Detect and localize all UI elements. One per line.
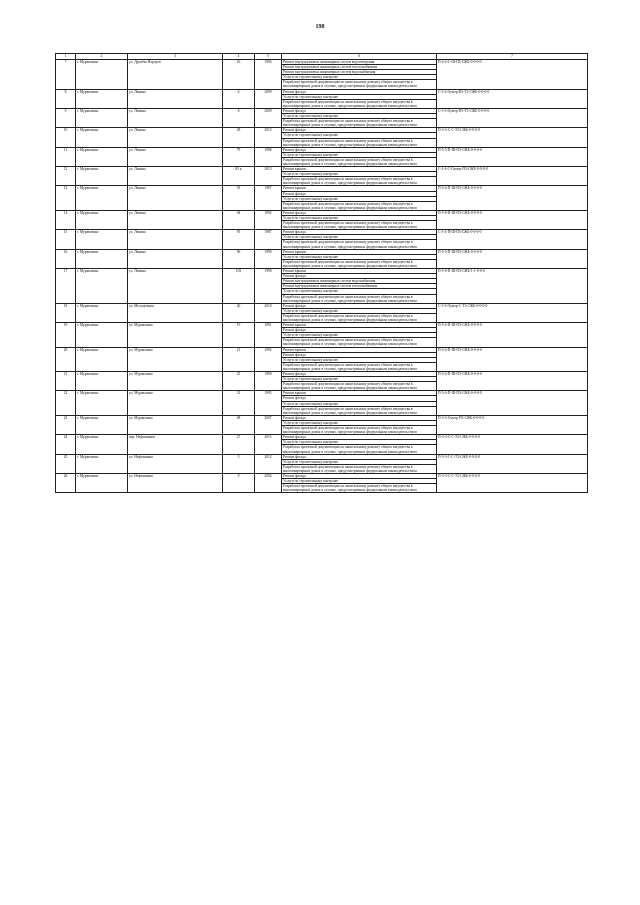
year-cell: 1990 xyxy=(255,372,282,391)
house-cell: 8 xyxy=(223,108,255,127)
work-type-cell: Ремонт фасада xyxy=(282,191,437,196)
city-cell: г. Муравленко xyxy=(76,147,128,166)
building-code-cell: П-3-3-С-С-Т3-СЖБ-0-0-0-0 xyxy=(437,128,588,147)
work-type-cell: Ремонт крыши xyxy=(282,391,437,396)
street-cell: ул. Ленина xyxy=(128,167,223,186)
building-code-cell: П-5-4-П-Ш-П3-СЖБ-0-0-0-0 xyxy=(437,186,588,210)
year-cell: 2009 xyxy=(255,89,282,108)
work-type-cell: Услуги по строительному контролю xyxy=(282,440,437,445)
work-type-cell: Услуги по строительному контролю xyxy=(282,357,437,362)
row-number: 12 xyxy=(56,167,76,186)
city-cell: г. Муравленко xyxy=(76,372,128,391)
row-number: 10 xyxy=(56,128,76,147)
column-header: 1 xyxy=(56,54,76,60)
work-type-cell: Ремонт внутридомовых инженерных систем водоотведения xyxy=(282,60,437,65)
work-type-cell: Услуги по строительному контролю xyxy=(282,94,437,99)
work-type-cell: Разработка проектной документации по капитальному ремонту общего имущества в многоквартирных домах в случаях, предусмотренных федеральным законодательством xyxy=(282,426,437,435)
year-cell: 2015 xyxy=(255,128,282,147)
work-type-cell: Разработка проектной документации по капитальному ремонту общего имущества в многоквартирных домах в случаях, предусмотренных федеральным законодательством xyxy=(282,362,437,371)
year-cell: 1988 xyxy=(255,147,282,166)
work-type-cell: Услуги по строительному контролю xyxy=(282,377,437,382)
work-type-cell: Разработка проектной документации по капитальному ремонту общего имущества в многоквартирных домах в случаях, предусмотренных федеральным законодательством xyxy=(282,338,437,347)
city-cell: г. Муравленко xyxy=(76,89,128,108)
work-type-cell: Ремонт фасада xyxy=(282,128,437,133)
city-cell: г. Муравленко xyxy=(76,303,128,322)
street-cell: ул. Муравленко xyxy=(128,347,223,371)
work-type-cell: Ремонт крыши xyxy=(282,323,437,328)
street-cell: ул. Ленина xyxy=(128,249,223,268)
work-type-cell: Услуги по строительному контролю xyxy=(282,333,437,338)
house-cell: 5 xyxy=(223,454,255,473)
house-cell: 28 xyxy=(223,128,255,147)
column-header: 7 xyxy=(437,54,588,60)
building-code-cell: С-3-3-Оумтр-С-Т3-СЖБ-0-0-0-0 xyxy=(437,303,588,322)
work-type-cell: Разработка проектной документации по капитальному ремонту общего имущества в многоквартирных домах в случаях, предусмотренных федеральным законодательством xyxy=(282,157,437,166)
city-cell: г. Муравленко xyxy=(76,347,128,371)
work-type-cell: Ремонт крыши xyxy=(282,249,437,254)
year-cell: 1987 xyxy=(255,230,282,249)
building-code-cell: С-4-4-С-Оумтр-П3-СЖБ-0-0-0-0 xyxy=(437,167,588,186)
work-type-cell: Услуги по строительному контролю xyxy=(282,196,437,201)
work-type-cell: Разработка проектной документации по капитальному ремонту общего имущества в многоквартирных домах в случаях, предусмотренных федеральным законодательством xyxy=(282,259,437,268)
building-code-cell: П-5-4-П-Ш-П3-СЖБ-0-0-0-0 xyxy=(437,372,588,391)
row-number: 19 xyxy=(56,323,76,347)
year-cell: 1992 xyxy=(255,210,282,229)
building-code-cell: С-5-4-П-Ш-П3-СЖБ-0-0-0-0 xyxy=(437,230,588,249)
work-type-cell: Ремонт фасада xyxy=(282,108,437,113)
building-code-cell: П-3-3-С-С-Т3-СЖБ-0-0-0-0 xyxy=(437,454,588,473)
column-header: 6 xyxy=(282,54,437,60)
row-number: 18 xyxy=(56,303,76,322)
work-type-cell: Ремонт внутридомовых инженерных систем теплоснабжения xyxy=(282,65,437,70)
work-type-cell: Услуги по строительному контролю xyxy=(282,172,437,177)
table-body xyxy=(56,60,588,493)
year-cell: 1995 xyxy=(255,391,282,415)
street-cell: ул. Ленина xyxy=(128,186,223,210)
year-cell: 1991 xyxy=(255,323,282,347)
row-number: 23 xyxy=(56,415,76,434)
year-cell: 1994 xyxy=(255,60,282,90)
city-cell: г. Муравленко xyxy=(76,60,128,90)
year-cell: 1990 xyxy=(255,249,282,268)
work-type-cell: Ремонт крыши xyxy=(282,347,437,352)
work-type-cell: Ремонт фасада xyxy=(282,473,437,478)
work-type-cell: Ремонт фасада xyxy=(282,454,437,459)
row-number: 8 xyxy=(56,89,76,108)
building-code-cell: П-5-4-П-Ш-П3-СЖБ-0-0-0-0 xyxy=(437,323,588,347)
work-type-cell: Ремонт фасада xyxy=(282,328,437,333)
capital-repair-table xyxy=(55,53,588,493)
page-number: 198 xyxy=(315,24,325,30)
work-type-cell: Ремонт фасада xyxy=(282,435,437,440)
year-cell: 2009 xyxy=(255,108,282,127)
row-number: 25 xyxy=(56,454,76,473)
building-code-cell: П-5-8-П-Ш-П3-СЖБ-0-0-0-0 xyxy=(437,210,588,229)
building-code-cell: П-5-4-П-Ш-П3-СЖБ-0-0-0-0 xyxy=(437,347,588,371)
work-type-cell: Услуги по строительному контролю xyxy=(282,479,437,484)
row-number: 26 xyxy=(56,473,76,492)
city-cell: г. Муравленко xyxy=(76,167,128,186)
building-code-cell: П-3-3-С-С-Т3-СЖБ-0-0-0-0 xyxy=(437,435,588,454)
street-cell: ул. Ленина xyxy=(128,230,223,249)
work-type-cell: Услуги по строительному контролю xyxy=(282,114,437,119)
work-type-cell: Услуги по строительному контролю xyxy=(282,459,437,464)
city-cell: г. Муравленко xyxy=(76,473,128,492)
work-type-cell: Разработка проектной документации по капитальному ремонту общего имущества в многоквартирных домах в случаях, предусмотренных федеральным законодательством xyxy=(282,201,437,210)
work-type-cell: Ремонт фасада xyxy=(282,147,437,152)
house-cell: 48 xyxy=(223,415,255,434)
street-cell: ул. Муравленко xyxy=(128,415,223,434)
work-type-cell: Ремонт фасада xyxy=(282,303,437,308)
street-cell: ул. Ленина xyxy=(128,128,223,147)
work-type-cell: Услуги по строительному контролю xyxy=(282,133,437,138)
row-number: 17 xyxy=(56,269,76,304)
row-number: 16 xyxy=(56,249,76,268)
work-type-cell: Разработка проектной документации по капитальному ремонту общего имущества в многоквартирных домах в случаях, предусмотренных федеральным законодательством xyxy=(282,177,437,186)
house-cell: 25 xyxy=(223,372,255,391)
work-type-cell: Ремонт фасада xyxy=(282,274,437,279)
work-type-cell: Услуги по строительному контролю xyxy=(282,235,437,240)
building-code-cell: П-3-3-С-С-Т3-СЖБ-0-0-0-0 xyxy=(437,473,588,492)
year-cell: 1987 xyxy=(255,186,282,210)
row-number: 14 xyxy=(56,210,76,229)
row-number: 24 xyxy=(56,435,76,454)
work-type-cell: Разработка проектной документации по капитальному ремонту общего имущества в многоквартирных домах в случаях, предусмотренных федеральным законодательством xyxy=(282,119,437,128)
work-type-cell: Услуги по строительному контролю xyxy=(282,420,437,425)
work-type-cell: Разработка проектной документации по капитальному ремонту общего имущества в многоквартирных домах в случаях, предусмотренных федеральным законодательством xyxy=(282,445,437,454)
work-type-cell: Услуги по строительному контролю xyxy=(282,401,437,406)
row-number: 20 xyxy=(56,347,76,371)
work-type-cell: Разработка проектной документации по капитальному ремонту общего имущества в многоквартирных домах в случаях, предусмотренных федеральным законодательством xyxy=(282,382,437,391)
column-header: 5 xyxy=(255,54,282,60)
work-type-cell: Разработка проектной документации по капитальному ремонту общего имущества в многоквартирных домах в случаях, предусмотренных федеральным законодательством xyxy=(282,138,437,147)
street-cell: ул. Ленина xyxy=(128,89,223,108)
city-cell: г. Муравленко xyxy=(76,323,128,347)
work-type-cell: Услуги по строительному контролю xyxy=(282,152,437,157)
year-cell: 1992 xyxy=(255,347,282,371)
city-cell: г. Муравленко xyxy=(76,230,128,249)
building-code-cell: П-3-3-Оумтр-П3-СЖБ-0-0-0-0 xyxy=(437,415,588,434)
street-cell: ул. Ленина xyxy=(128,269,223,304)
work-type-cell: Ремонт фасада xyxy=(282,210,437,215)
city-cell: г. Муравленко xyxy=(76,128,128,147)
street-cell: пер. Нефтяников xyxy=(128,435,223,454)
row-number: 21 xyxy=(56,372,76,391)
building-code-cell: П-5-5-П-Ш-П3-СЖБ-0-0-0-0 xyxy=(437,249,588,268)
street-cell: ул. Ленина xyxy=(128,147,223,166)
city-cell: г. Муравленко xyxy=(76,210,128,229)
street-cell: ул. Муравленко xyxy=(128,372,223,391)
house-cell: 9 xyxy=(223,473,255,492)
year-cell: 1990 xyxy=(255,269,282,304)
year-cell: 2012 xyxy=(255,454,282,473)
house-cell: 40 xyxy=(223,303,255,322)
house-cell: 96 xyxy=(223,249,255,268)
row-number: 11 xyxy=(56,147,76,166)
city-cell: г. Муравленко xyxy=(76,108,128,127)
house-cell: 94 xyxy=(223,210,255,229)
house-cell: 31 xyxy=(223,391,255,415)
street-cell: ул. Дружбы Народов xyxy=(128,60,223,90)
work-type-cell: Разработка проектной документации по капитальному ремонту общего имущества в многоквартирных домах в случаях, предусмотренных федеральным законодательством xyxy=(282,484,437,493)
work-type-cell: Услуги по строительному контролю xyxy=(282,75,437,80)
column-header: 2 xyxy=(76,54,128,60)
work-type-cell: Разработка проектной документации по капитальному ремонту общего имущества в многоквартирных домах в случаях, предусмотренных федеральным законодательством xyxy=(282,240,437,249)
street-cell: ул. Нефтяников xyxy=(128,454,223,473)
building-code-cell: С-3-3-Оумтр-П3-Т3-СЖБ-0-0-0-0 xyxy=(437,108,588,127)
house-cell: 6 xyxy=(223,89,255,108)
row-number: 22 xyxy=(56,391,76,415)
house-cell: 95 xyxy=(223,230,255,249)
building-code-cell: С-3-2-Оумтр-П3-Т3-СЖБ-0-0-0-0 xyxy=(437,89,588,108)
work-type-cell: Ремонт внутридомовых инженерных систем водоснабжения xyxy=(282,70,437,75)
work-type-cell: Ремонт фасада xyxy=(282,352,437,357)
work-type-cell: Ремонт крыши xyxy=(282,167,437,172)
work-type-cell: Услуги по строительному контролю xyxy=(282,308,437,313)
house-cell: 83 к xyxy=(223,167,255,186)
work-type-cell: Ремонт крыши xyxy=(282,269,437,274)
work-type-cell: Услуги по строительному контролю xyxy=(282,216,437,221)
work-type-cell: Разработка проектной документации по капитальному ремонту общего имущества в многоквартирных домах в случаях, предусмотренных федеральным законодательством xyxy=(282,313,437,322)
work-type-cell: Разработка проектной документации по капитальному ремонту общего имущества в многоквартирных домах в случаях, предусмотренных федеральным законодательством xyxy=(282,99,437,108)
year-cell: 2015 xyxy=(255,435,282,454)
work-type-cell: Ремонт фасада xyxy=(282,230,437,235)
row-number: 7 xyxy=(56,60,76,90)
row-number: 9 xyxy=(56,108,76,127)
house-cell: 19 xyxy=(223,323,255,347)
building-code-cell: П-5-8-П-Ш-П3-СЖБ-1-1-0-0-0 xyxy=(437,269,588,304)
house-cell: 16 xyxy=(223,60,255,90)
house-cell: 91 xyxy=(223,186,255,210)
work-type-cell: Разработка проектной документации по капитальному ремонту общего имущества в многоквартирных домах в случаях, предусмотренных федеральным законодательством xyxy=(282,294,437,303)
street-cell: ул. Муравленко xyxy=(128,391,223,415)
work-type-cell: Разработка проектной документации по капитальному ремонту общего имущества в многоквартирных домах в случаях, предусмотренных федеральным законодательством xyxy=(282,464,437,473)
work-type-cell: Ремонт крыши xyxy=(282,186,437,191)
work-type-cell: Ремонт внутридомовых инженерных систем теплоснабжения xyxy=(282,284,437,289)
house-cell: 79 xyxy=(223,147,255,166)
work-type-cell: Разработка проектной документации по капитальному ремонту общего имущества в многоквартирных домах в случаях, предусмотренных федеральным законодательством xyxy=(282,406,437,415)
table-row xyxy=(56,60,588,65)
work-type-cell: Разработка проектной документации по капитальному ремонту общего имущества в многоквартирных домах в случаях, предусмотренных федеральным законодательством xyxy=(282,80,437,89)
year-cell: 2004 xyxy=(255,473,282,492)
city-cell: г. Муравленко xyxy=(76,269,128,304)
year-cell: 2010 xyxy=(255,303,282,322)
city-cell: г. Муравленко xyxy=(76,454,128,473)
work-type-cell: Ремонт фасада xyxy=(282,372,437,377)
column-header: 4 xyxy=(223,54,255,60)
house-cell: 103 xyxy=(223,269,255,304)
city-cell: г. Муравленко xyxy=(76,415,128,434)
work-type-cell: Услуги по строительному контролю xyxy=(282,289,437,294)
column-header: 3 xyxy=(128,54,223,60)
work-type-cell: Разработка проектной документации по капитальному ремонту общего имущества в многоквартирных домах в случаях, предусмотренных федеральным законодательством xyxy=(282,221,437,230)
street-cell: ул. Молодёжная xyxy=(128,303,223,322)
city-cell: г. Муравленко xyxy=(76,391,128,415)
street-cell: ул. Ленина xyxy=(128,108,223,127)
work-type-cell: Ремонт фасада xyxy=(282,415,437,420)
building-code-cell: П-2-4-С-Ш-П5-СЖБ-0-0-0-0 xyxy=(437,60,588,90)
city-cell: г. Муравленко xyxy=(76,249,128,268)
work-type-cell: Ремонт фасада xyxy=(282,396,437,401)
work-type-cell: Услуги по строительному контролю xyxy=(282,254,437,259)
city-cell: г. Муравленко xyxy=(76,186,128,210)
building-code-cell: П-5-4-П-Ш-П3-СЖБ-0-0-0-0 xyxy=(437,391,588,415)
row-number: 13 xyxy=(56,186,76,210)
house-cell: 21 xyxy=(223,347,255,371)
street-cell: ул. Ленина xyxy=(128,210,223,229)
building-code-cell: П-5-5-П-Ш-П3-СЖБ-0-0-0-0 xyxy=(437,147,588,166)
year-cell: 2013 xyxy=(255,167,282,186)
house-cell: 27 xyxy=(223,435,255,454)
year-cell: 2007 xyxy=(255,415,282,434)
work-type-cell: Ремонт внутридомовых инженерных систем водоснабжения xyxy=(282,279,437,284)
city-cell: г. Муравленко xyxy=(76,435,128,454)
street-cell: ул. Нефтяников xyxy=(128,473,223,492)
row-number: 15 xyxy=(56,230,76,249)
street-cell: ул. Муравленко xyxy=(128,323,223,347)
work-type-cell: Ремонт фасада xyxy=(282,89,437,94)
